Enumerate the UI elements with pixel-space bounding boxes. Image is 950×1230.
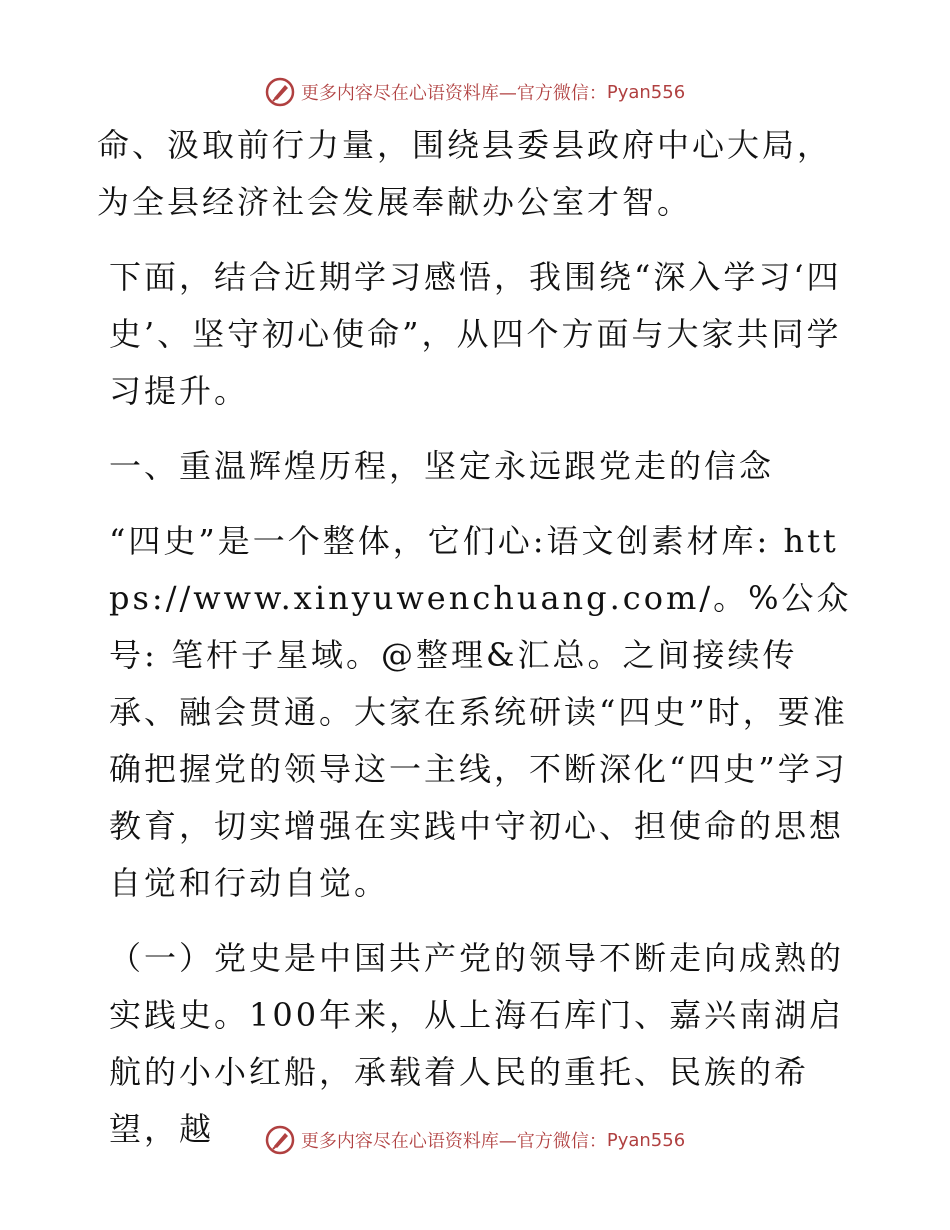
banner-text: 更多内容尽在心语资料库—官方微信： — [300, 83, 607, 104]
quill-pen-logo-icon — [265, 1125, 295, 1155]
paragraph-3: “四史”是一个整体，它们心:语文创素材库: https://www.xinyuwenchuang.com/。%公众号: 笔杆子星域。@整理&汇总。之间接续传承、融会贯通。大家在系统研读“四史”时，要准确把握党的领导这一主线，不断深化“四史”学习教育，切实增强在实践中守初心、担使命的思想自觉和行动自觉。 — [109, 522, 852, 902]
quill-pen-logo-icon — [265, 77, 295, 107]
banner-text: 更多内容尽在心语资料库—官方微信： — [300, 1131, 607, 1152]
banner-wechat-id: Pyan556 — [606, 81, 686, 103]
paragraph-1: 命、汲取前行力量，围绕县委县政府中心大局，为全县经济社会发展奉献办公室才智。 — [97, 126, 833, 221]
section-heading: 一、重温辉煌历程，坚定永远跟党走的信念 — [109, 447, 775, 485]
footer-watermark-banner — [0, 1120, 950, 1160]
banner-wechat-id: Pyan556 — [606, 1129, 686, 1151]
document-body — [97, 117, 857, 1176]
paragraph-4: （一）党史是中国共产党的领导不断走向成熟的实践史。100年来，从上海石库门、嘉兴南湖启航的小小红船，承载着人民的重托、民族的希望，越 — [109, 939, 845, 1148]
paragraph-2: 下面，结合近期学习感悟，我围绕“深入学习‘四史’、坚守初心使命”，从四个方面与大家共同学习提升。 — [109, 258, 842, 410]
header-watermark-banner — [0, 72, 950, 112]
